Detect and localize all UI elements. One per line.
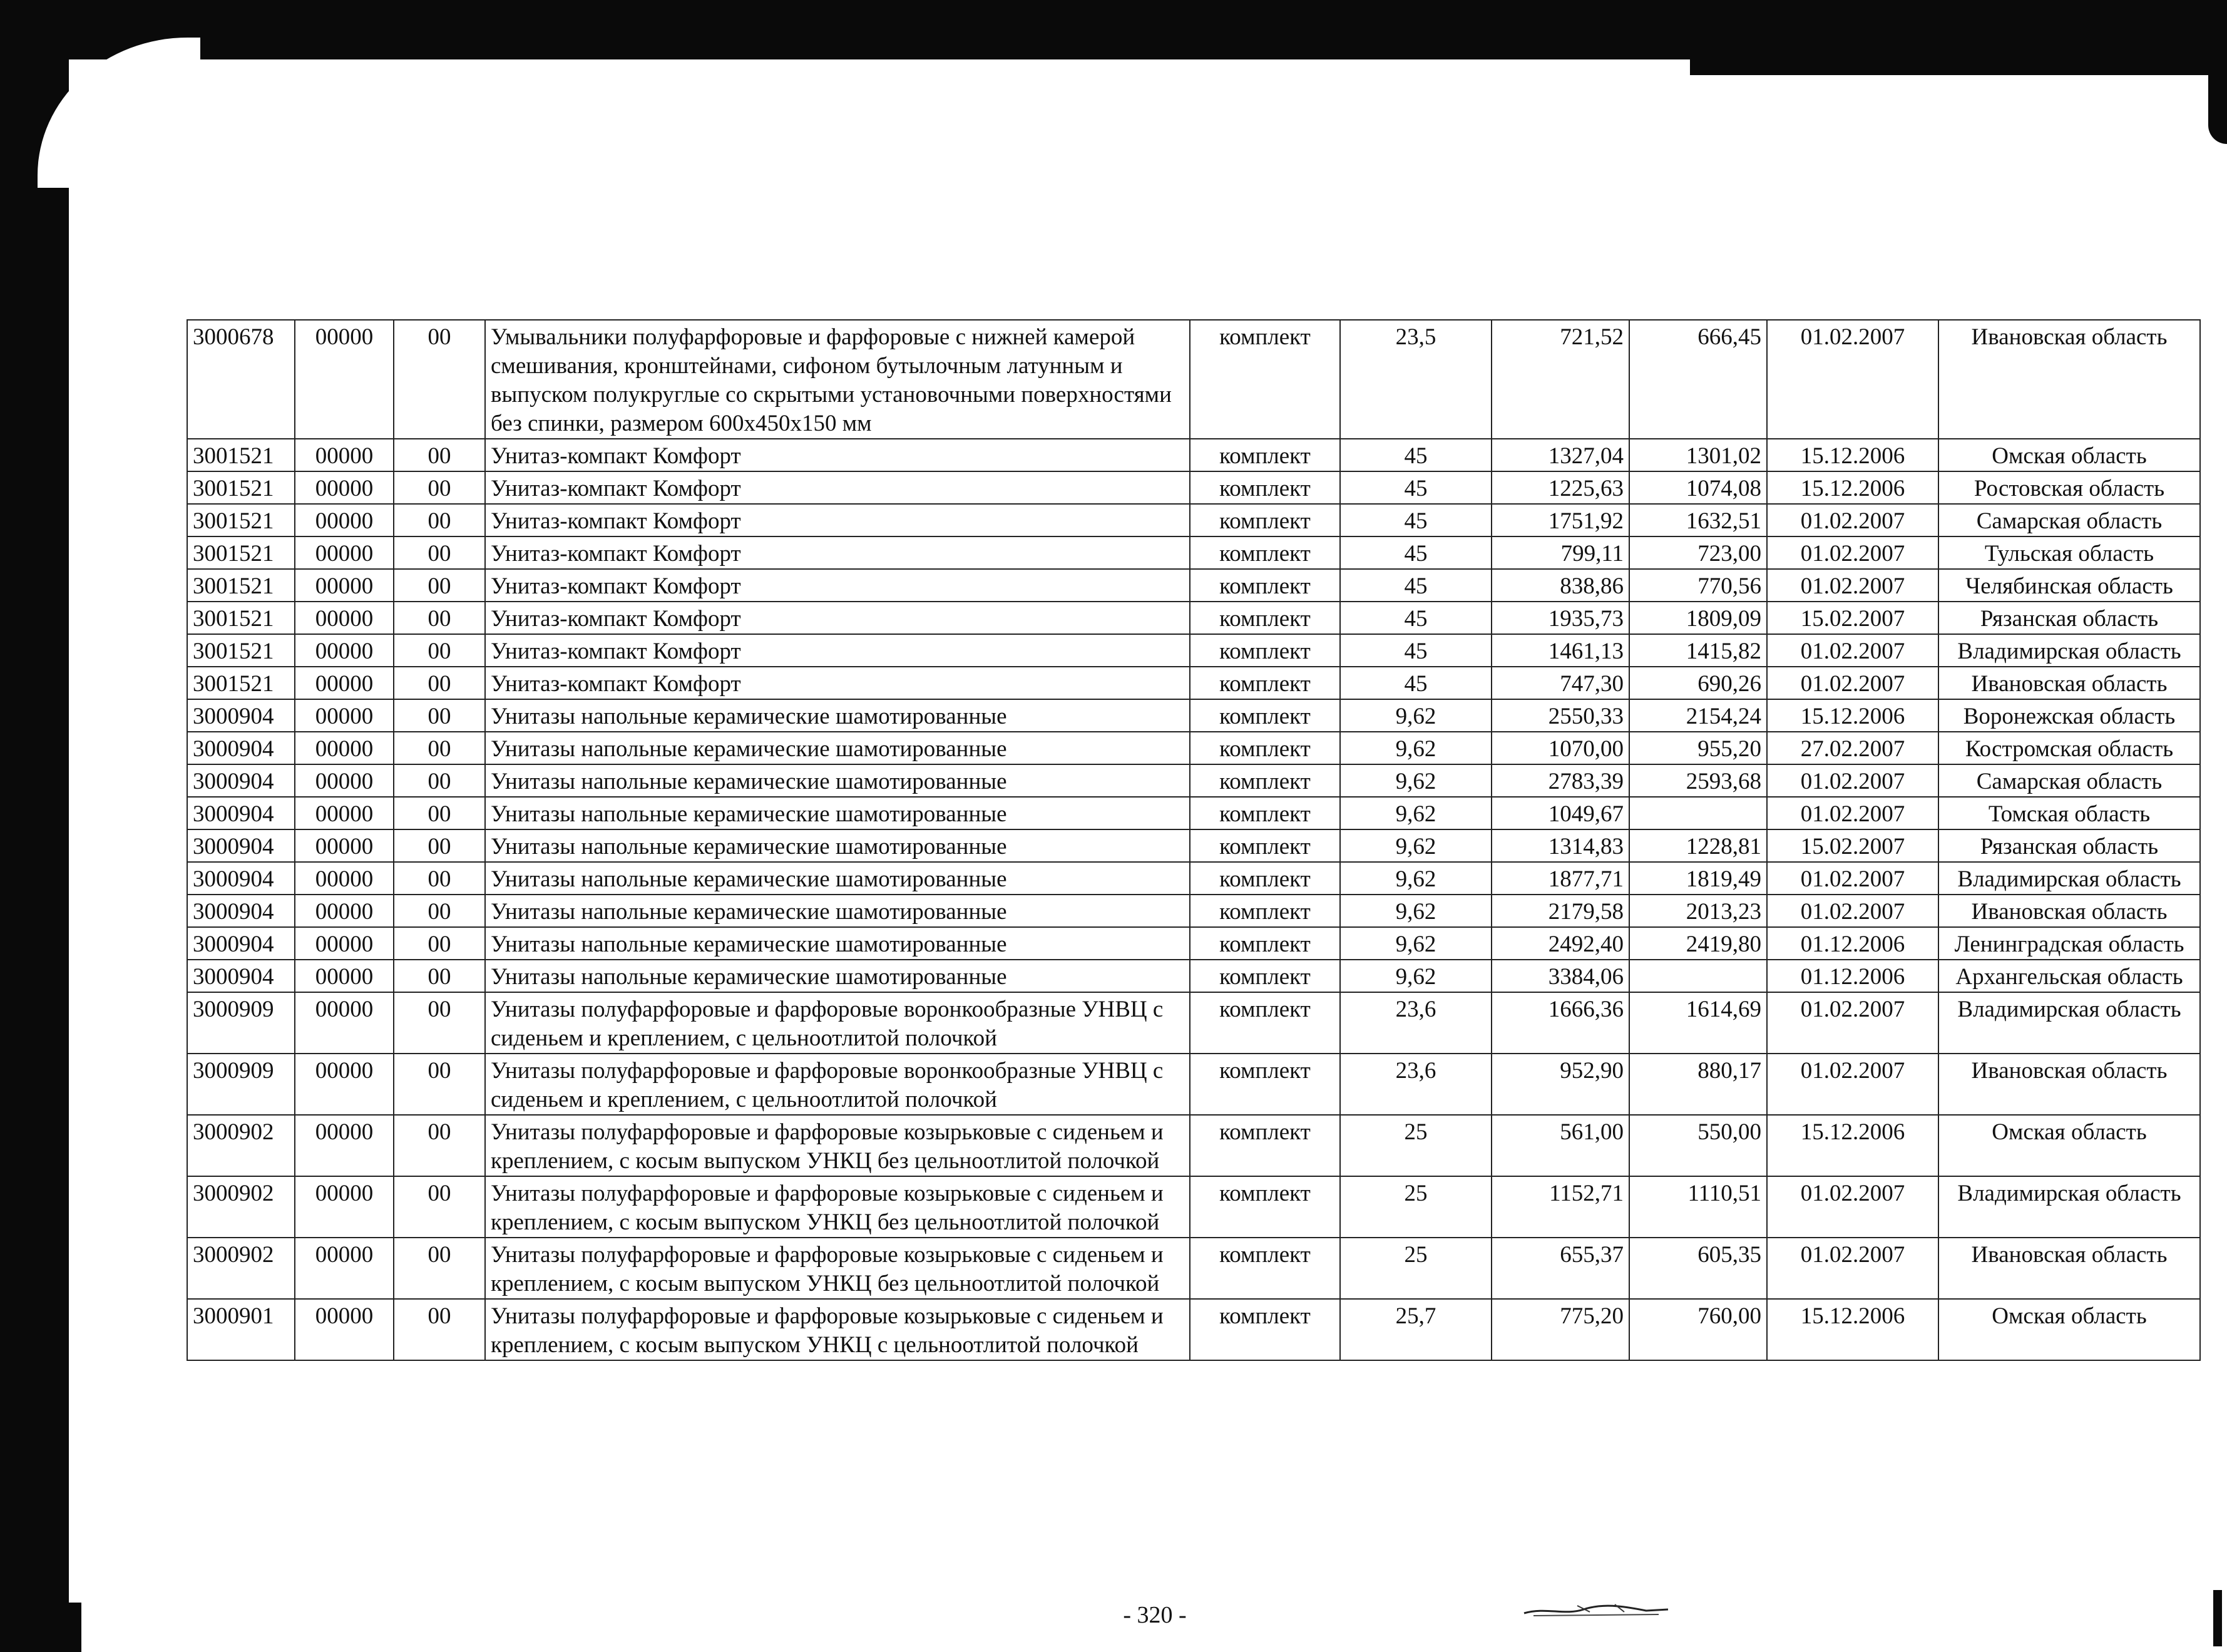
group-code-cell: 00 [394,504,485,536]
region-cell: Челябинская область [1938,569,2200,602]
weight-cell: 25 [1340,1115,1492,1176]
price-alt-cell: 770,56 [1629,569,1767,602]
weight-cell: 45 [1340,634,1492,667]
price-alt-cell: 1110,51 [1629,1176,1767,1238]
region-cell: Омская область [1938,439,2200,471]
unit-cell: комплект [1190,1054,1340,1115]
region-cell: Омская область [1938,1299,2200,1360]
price-cell: 1935,73 [1492,602,1629,634]
price-alt-cell: 1301,02 [1629,439,1767,471]
region-cell: Томская область [1938,797,2200,829]
sub-code-cell: 00000 [295,602,394,634]
region-cell: Владимирская область [1938,862,2200,895]
date-cell: 01.02.2007 [1767,797,1938,829]
table-row [187,1054,2200,1115]
sub-code-cell: 00000 [295,1299,394,1360]
item-name-cell: Унитазы напольные керамические шамотированные [485,960,1190,992]
sub-code-cell: 00000 [295,569,394,602]
item-code-cell: 3001521 [187,504,295,536]
item-name-cell: Унитазы напольные керамические шамотированные [485,797,1190,829]
unit-cell: комплект [1190,764,1340,797]
table-row [187,667,2200,699]
price-alt-cell [1629,960,1767,992]
sub-code-cell: 00000 [295,320,394,439]
page-number: - 320 - [1123,1602,1187,1628]
date-cell: 01.12.2006 [1767,927,1938,960]
price-cell: 655,37 [1492,1238,1629,1299]
unit-cell: комплект [1190,829,1340,862]
unit-cell: комплект [1190,992,1340,1054]
price-alt-cell: 723,00 [1629,536,1767,569]
group-code-cell: 00 [394,699,485,732]
group-code-cell: 00 [394,732,485,764]
weight-cell: 9,62 [1340,764,1492,797]
region-cell: Тульская область [1938,536,2200,569]
group-code-cell: 00 [394,569,485,602]
group-code-cell: 00 [394,471,485,504]
price-table [187,319,2201,1361]
table-row [187,764,2200,797]
sub-code-cell: 00000 [295,471,394,504]
weight-cell: 23,6 [1340,992,1492,1054]
weight-cell: 9,62 [1340,927,1492,960]
table-row [187,602,2200,634]
region-cell: Самарская область [1938,764,2200,797]
item-name-cell: Унитаз-компакт Комфорт [485,634,1190,667]
item-code-cell: 3000904 [187,960,295,992]
item-name-cell: Умывальники полуфарфоровые и фарфоровые с нижней камерой смешивания, кронштейнами, сифоном бутылочным латунным и выпуском полукруглые со скрытыми установочными поверхностями без спинки, размером 600х450х150 мм [485,320,1190,439]
sub-code-cell: 00000 [295,829,394,862]
price-cell: 775,20 [1492,1299,1629,1360]
price-cell: 1070,00 [1492,732,1629,764]
item-name-cell: Унитазы напольные керамические шамотированные [485,927,1190,960]
date-cell: 01.02.2007 [1767,1176,1938,1238]
item-name-cell: Унитазы напольные керамические шамотированные [485,829,1190,862]
sub-code-cell: 00000 [295,1054,394,1115]
price-cell: 2783,39 [1492,764,1629,797]
weight-cell: 45 [1340,569,1492,602]
table-row [187,829,2200,862]
sub-code-cell: 00000 [295,1115,394,1176]
weight-cell: 9,62 [1340,699,1492,732]
item-name-cell: Унитазы полуфарфоровые и фарфоровые козырьковые с сиденьем и креплением, с косым выпуском УНКЦ без цельноотлитой полочкой [485,1176,1190,1238]
sub-code-cell: 00000 [295,504,394,536]
item-code-cell: 3000902 [187,1176,295,1238]
sub-code-cell: 00000 [295,699,394,732]
date-cell: 15.12.2006 [1767,471,1938,504]
table-row [187,1299,2200,1360]
price-alt-cell: 605,35 [1629,1238,1767,1299]
scan-border-right-top [2208,56,2227,144]
group-code-cell: 00 [394,667,485,699]
item-name-cell: Унитазы напольные керамические шамотированные [485,732,1190,764]
item-code-cell: 3000904 [187,797,295,829]
price-alt-cell: 1632,51 [1629,504,1767,536]
table-row [187,927,2200,960]
sub-code-cell: 00000 [295,927,394,960]
group-code-cell: 00 [394,634,485,667]
item-code-cell: 3000904 [187,699,295,732]
table-row [187,471,2200,504]
sub-code-cell: 00000 [295,1176,394,1238]
date-cell: 15.02.2007 [1767,829,1938,862]
group-code-cell: 00 [394,439,485,471]
item-code-cell: 3001521 [187,536,295,569]
table-row [187,862,2200,895]
unit-cell: комплект [1190,569,1340,602]
weight-cell: 45 [1340,536,1492,569]
table-row [187,992,2200,1054]
region-cell: Рязанская область [1938,602,2200,634]
table-row [187,634,2200,667]
group-code-cell: 00 [394,536,485,569]
table-row [187,504,2200,536]
item-code-cell: 3000909 [187,992,295,1054]
item-name-cell: Унитазы полуфарфоровые и фарфоровые воронкообразные УНВЦ с сиденьем и креплением, с цельноотлитой полочкой [485,1054,1190,1115]
item-name-cell: Унитазы напольные керамические шамотированные [485,895,1190,927]
price-alt-cell: 2154,24 [1629,699,1767,732]
item-code-cell: 3000909 [187,1054,295,1115]
price-cell: 1314,83 [1492,829,1629,862]
unit-cell: комплект [1190,895,1340,927]
unit-cell: комплект [1190,439,1340,471]
item-code-cell: 3001521 [187,471,295,504]
item-name-cell: Унитаз-компакт Комфорт [485,439,1190,471]
date-cell: 01.02.2007 [1767,569,1938,602]
unit-cell: комплект [1190,1299,1340,1360]
price-cell: 2550,33 [1492,699,1629,732]
item-name-cell: Унитазы напольные керамические шамотированные [485,764,1190,797]
price-cell: 1461,13 [1492,634,1629,667]
item-name-cell: Унитазы полуфарфоровые и фарфоровые воронкообразные УНВЦ с сиденьем и креплением, с цельноотлитой полочкой [485,992,1190,1054]
price-alt-cell: 1228,81 [1629,829,1767,862]
weight-cell: 25 [1340,1238,1492,1299]
group-code-cell: 00 [394,1238,485,1299]
scan-border-left [0,0,69,1652]
weight-cell: 23,5 [1340,320,1492,439]
unit-cell: комплект [1190,797,1340,829]
item-name-cell: Унитаз-компакт Комфорт [485,536,1190,569]
price-alt-cell: 760,00 [1629,1299,1767,1360]
region-cell: Ивановская область [1938,320,2200,439]
region-cell: Владимирская область [1938,1176,2200,1238]
group-code-cell: 00 [394,1054,485,1115]
price-cell: 1152,71 [1492,1176,1629,1238]
group-code-cell: 00 [394,764,485,797]
region-cell: Костромская область [1938,732,2200,764]
region-cell: Ивановская область [1938,895,2200,927]
region-cell: Ленинградская область [1938,927,2200,960]
price-alt-cell: 690,26 [1629,667,1767,699]
region-cell: Омская область [1938,1115,2200,1176]
price-cell: 2492,40 [1492,927,1629,960]
item-code-cell: 3000901 [187,1299,295,1360]
item-code-cell: 3000904 [187,732,295,764]
weight-cell: 9,62 [1340,960,1492,992]
date-cell: 15.12.2006 [1767,439,1938,471]
sub-code-cell: 00000 [295,797,394,829]
item-name-cell: Унитаз-компакт Комфорт [485,569,1190,602]
region-cell: Ивановская область [1938,667,2200,699]
group-code-cell: 00 [394,992,485,1054]
price-cell: 721,52 [1492,320,1629,439]
sub-code-cell: 00000 [295,895,394,927]
weight-cell: 9,62 [1340,862,1492,895]
item-code-cell: 3001521 [187,634,295,667]
item-code-cell: 3000902 [187,1115,295,1176]
group-code-cell: 00 [394,1176,485,1238]
unit-cell: комплект [1190,471,1340,504]
price-cell: 952,90 [1492,1054,1629,1115]
group-code-cell: 00 [394,829,485,862]
unit-cell: комплект [1190,536,1340,569]
item-name-cell: Унитазы полуфарфоровые и фарфоровые козырьковые с сиденьем и креплением, с косым выпуском УНКЦ с цельноотлитой полочкой [485,1299,1190,1360]
price-cell: 838,86 [1492,569,1629,602]
price-alt-cell: 1809,09 [1629,602,1767,634]
region-cell: Ивановская область [1938,1054,2200,1115]
item-code-cell: 3001521 [187,667,295,699]
table-row [187,960,2200,992]
unit-cell: комплект [1190,927,1340,960]
price-cell: 1327,04 [1492,439,1629,471]
item-name-cell: Унитаз-компакт Комфорт [485,667,1190,699]
date-cell: 01.12.2006 [1767,960,1938,992]
table-row [187,569,2200,602]
price-cell: 747,30 [1492,667,1629,699]
price-alt-cell: 1819,49 [1629,862,1767,895]
unit-cell: комплект [1190,960,1340,992]
price-alt-cell: 880,17 [1629,1054,1767,1115]
group-code-cell: 00 [394,1115,485,1176]
price-cell: 799,11 [1492,536,1629,569]
date-cell: 15.02.2007 [1767,602,1938,634]
weight-cell: 25 [1340,1176,1492,1238]
price-cell: 1225,63 [1492,471,1629,504]
table-row [187,1115,2200,1176]
table-row [187,895,2200,927]
unit-cell: комплект [1190,1115,1340,1176]
signature-mark [1521,1599,1671,1618]
price-alt-cell: 1415,82 [1629,634,1767,667]
price-alt-cell: 1614,69 [1629,992,1767,1054]
region-cell: Ростовская область [1938,471,2200,504]
price-alt-cell: 1074,08 [1629,471,1767,504]
date-cell: 01.02.2007 [1767,667,1938,699]
group-code-cell: 00 [394,927,485,960]
sub-code-cell: 00000 [295,960,394,992]
scan-border-right-bottom [2213,1590,2222,1646]
unit-cell: комплект [1190,602,1340,634]
sub-code-cell: 00000 [295,732,394,764]
price-alt-cell: 2013,23 [1629,895,1767,927]
sub-code-cell: 00000 [295,439,394,471]
unit-cell: комплект [1190,1176,1340,1238]
price-alt-cell: 955,20 [1629,732,1767,764]
price-cell: 1877,71 [1492,862,1629,895]
group-code-cell: 00 [394,602,485,634]
price-cell: 1049,67 [1492,797,1629,829]
weight-cell: 45 [1340,667,1492,699]
date-cell: 01.02.2007 [1767,862,1938,895]
unit-cell: комплект [1190,634,1340,667]
item-name-cell: Унитазы полуфарфоровые и фарфоровые козырьковые с сиденьем и креплением, с косым выпуском УНКЦ без цельноотлитой полочкой [485,1115,1190,1176]
group-code-cell: 00 [394,797,485,829]
region-cell: Архангельская область [1938,960,2200,992]
item-name-cell: Унитазы напольные керамические шамотированные [485,699,1190,732]
date-cell: 15.12.2006 [1767,1299,1938,1360]
region-cell: Воронежская область [1938,699,2200,732]
item-code-cell: 3001521 [187,602,295,634]
price-alt-cell: 2419,80 [1629,927,1767,960]
region-cell: Ивановская область [1938,1238,2200,1299]
item-code-cell: 3000904 [187,829,295,862]
table-row [187,439,2200,471]
date-cell: 01.02.2007 [1767,320,1938,439]
unit-cell: комплект [1190,732,1340,764]
region-cell: Владимирская область [1938,634,2200,667]
sub-code-cell: 00000 [295,536,394,569]
price-cell: 561,00 [1492,1115,1629,1176]
date-cell: 01.02.2007 [1767,764,1938,797]
group-code-cell: 00 [394,862,485,895]
price-alt-cell: 666,45 [1629,320,1767,439]
unit-cell: комплект [1190,320,1340,439]
sub-code-cell: 00000 [295,764,394,797]
group-code-cell: 00 [394,960,485,992]
region-cell: Владимирская область [1938,992,2200,1054]
table-row [187,797,2200,829]
table-row [187,1176,2200,1238]
scan-border-bottom-left [0,1603,81,1652]
weight-cell: 9,62 [1340,829,1492,862]
unit-cell: комплект [1190,699,1340,732]
date-cell: 01.02.2007 [1767,634,1938,667]
price-cell: 3384,06 [1492,960,1629,992]
date-cell: 01.02.2007 [1767,895,1938,927]
unit-cell: комплект [1190,504,1340,536]
weight-cell: 23,6 [1340,1054,1492,1115]
weight-cell: 25,7 [1340,1299,1492,1360]
price-alt-cell: 550,00 [1629,1115,1767,1176]
table-row [187,536,2200,569]
item-name-cell: Унитазы полуфарфоровые и фарфоровые козырьковые с сиденьем и креплением, с косым выпуском УНКЦ без цельноотлитой полочкой [485,1238,1190,1299]
sub-code-cell: 00000 [295,634,394,667]
date-cell: 15.12.2006 [1767,699,1938,732]
weight-cell: 45 [1340,439,1492,471]
weight-cell: 45 [1340,602,1492,634]
table-row [187,699,2200,732]
item-name-cell: Унитаз-компакт Комфорт [485,602,1190,634]
item-name-cell: Унитаз-компакт Комфорт [485,471,1190,504]
item-code-cell: 3000904 [187,764,295,797]
unit-cell: комплект [1190,1238,1340,1299]
region-cell: Рязанская область [1938,829,2200,862]
date-cell: 27.02.2007 [1767,732,1938,764]
table-row [187,320,2200,439]
price-table-body [187,320,2200,1360]
item-code-cell: 3000904 [187,895,295,927]
group-code-cell: 00 [394,1299,485,1360]
unit-cell: комплект [1190,667,1340,699]
sub-code-cell: 00000 [295,1238,394,1299]
item-code-cell: 3000902 [187,1238,295,1299]
sub-code-cell: 00000 [295,862,394,895]
weight-cell: 9,62 [1340,895,1492,927]
item-code-cell: 3000678 [187,320,295,439]
date-cell: 01.02.2007 [1767,504,1938,536]
date-cell: 01.02.2007 [1767,992,1938,1054]
group-code-cell: 00 [394,320,485,439]
weight-cell: 9,62 [1340,797,1492,829]
region-cell: Самарская область [1938,504,2200,536]
item-code-cell: 3000904 [187,862,295,895]
date-cell: 01.02.2007 [1767,536,1938,569]
sub-code-cell: 00000 [295,667,394,699]
unit-cell: комплект [1190,862,1340,895]
scan-border-top-right [1690,0,2227,75]
price-cell: 1666,36 [1492,992,1629,1054]
group-code-cell: 00 [394,895,485,927]
item-code-cell: 3001521 [187,569,295,602]
date-cell: 15.12.2006 [1767,1115,1938,1176]
date-cell: 01.02.2007 [1767,1238,1938,1299]
weight-cell: 9,62 [1340,732,1492,764]
item-code-cell: 3000904 [187,927,295,960]
sub-code-cell: 00000 [295,992,394,1054]
price-cell: 1751,92 [1492,504,1629,536]
item-name-cell: Унитазы напольные керамические шамотированные [485,862,1190,895]
price-alt-cell: 2593,68 [1629,764,1767,797]
date-cell: 01.02.2007 [1767,1054,1938,1115]
weight-cell: 45 [1340,504,1492,536]
item-code-cell: 3001521 [187,439,295,471]
item-name-cell: Унитаз-компакт Комфорт [485,504,1190,536]
price-alt-cell [1629,797,1767,829]
weight-cell: 45 [1340,471,1492,504]
table-row [187,1238,2200,1299]
table-row [187,732,2200,764]
price-cell: 2179,58 [1492,895,1629,927]
